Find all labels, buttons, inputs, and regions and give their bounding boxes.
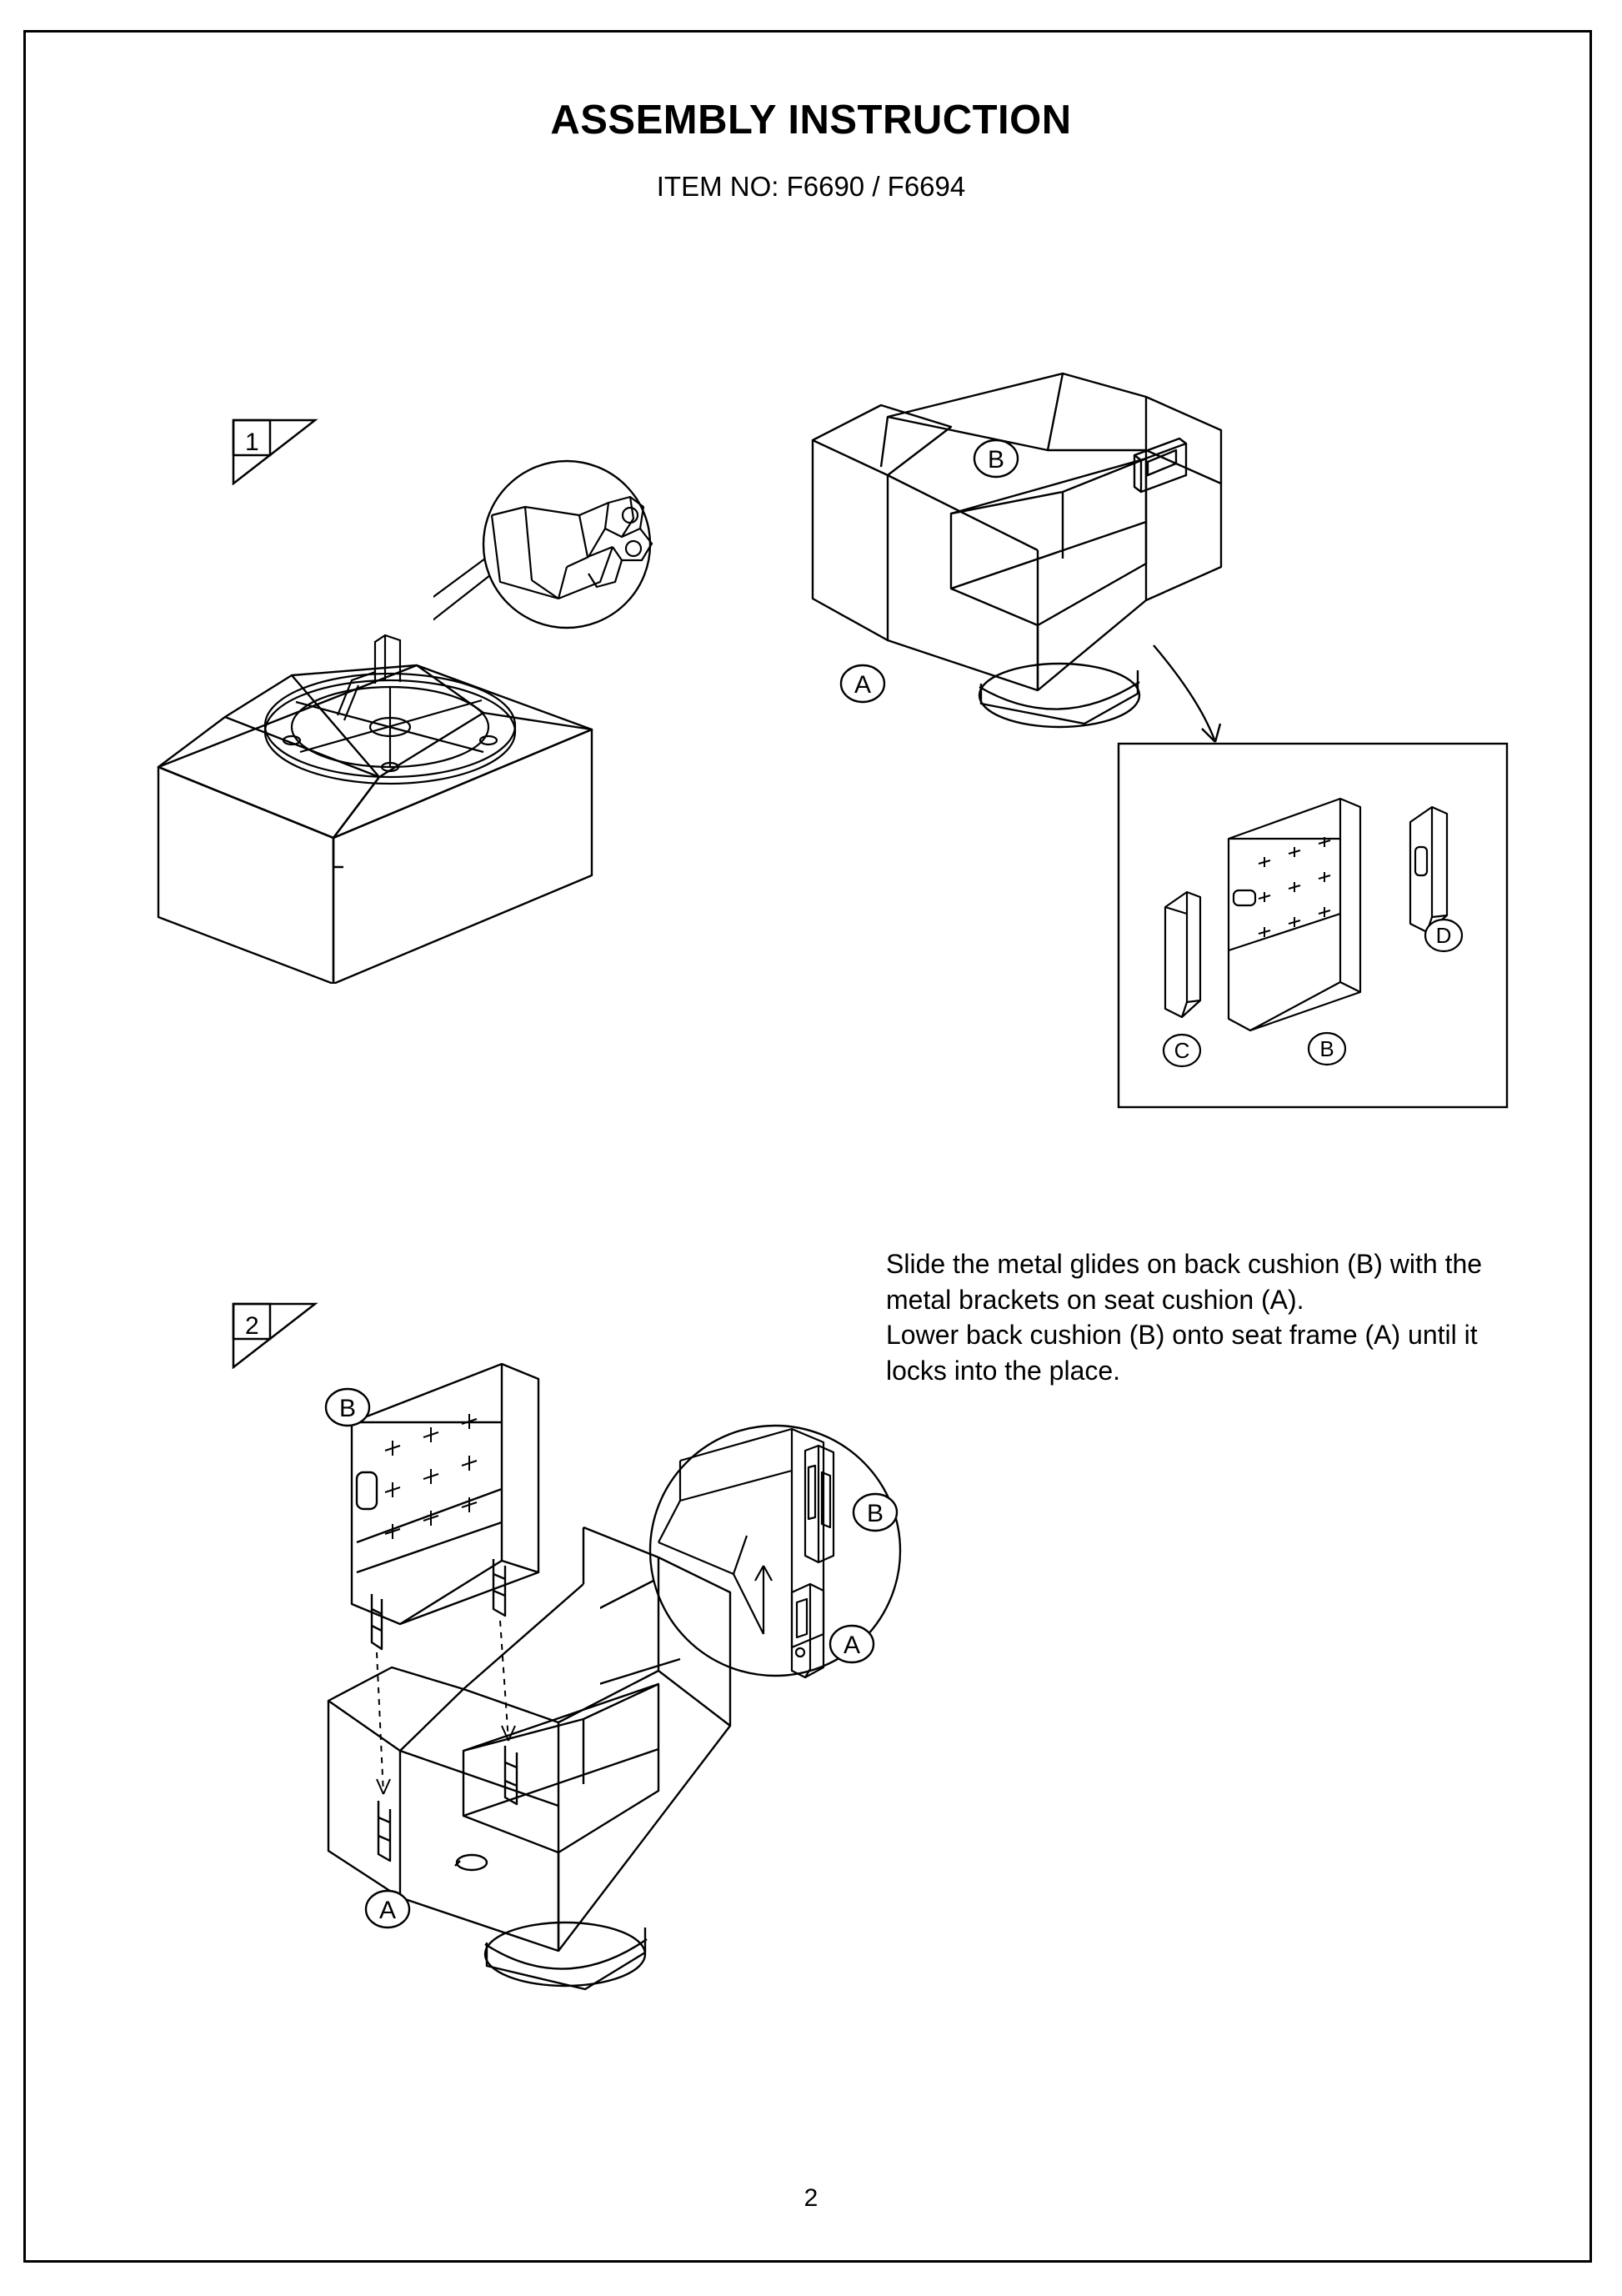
step-2-number: 2 bbox=[245, 1312, 259, 1340]
svg-text:A: A bbox=[854, 671, 872, 699]
callout-a-seat-frame bbox=[834, 659, 892, 709]
svg-text:B: B bbox=[866, 1500, 884, 1527]
instruction-line-2: Lower back cushion (B) onto seat frame (A) until it locks into the place. bbox=[886, 1320, 1478, 1386]
callout-b-back-cushion bbox=[318, 1382, 377, 1432]
svg-text:C: C bbox=[1174, 1038, 1190, 1063]
svg-text:B: B bbox=[1319, 1036, 1334, 1061]
step-1-flag bbox=[232, 419, 330, 485]
svg-text:A: A bbox=[378, 1897, 397, 1924]
leader-line-parts bbox=[1150, 642, 1267, 750]
svg-text:B: B bbox=[338, 1395, 357, 1422]
item-number: ITEM NO: F6690 / F6694 bbox=[656, 171, 966, 202]
figure-glide-bracket-detail bbox=[600, 1384, 950, 1734]
figure-mechanism-detail bbox=[433, 457, 700, 640]
page-number: 2 bbox=[803, 2184, 819, 2212]
svg-text:B: B bbox=[987, 446, 1005, 474]
page-title: ASSEMBLY INSTRUCTION bbox=[550, 98, 1072, 143]
callout-a-seat-cushion bbox=[358, 1884, 417, 1934]
instruction-text bbox=[886, 1246, 1544, 1388]
svg-text:D: D bbox=[1435, 923, 1452, 948]
svg-text:A: A bbox=[843, 1632, 861, 1659]
step-1-number: 1 bbox=[245, 429, 259, 456]
callout-b-seat-frame bbox=[967, 434, 1025, 484]
figure-parts-box bbox=[1117, 742, 1509, 1109]
instruction-line-1: Slide the metal glides on back cushion (B) with the metal brackets on seat cushion (A). bbox=[886, 1249, 1483, 1315]
